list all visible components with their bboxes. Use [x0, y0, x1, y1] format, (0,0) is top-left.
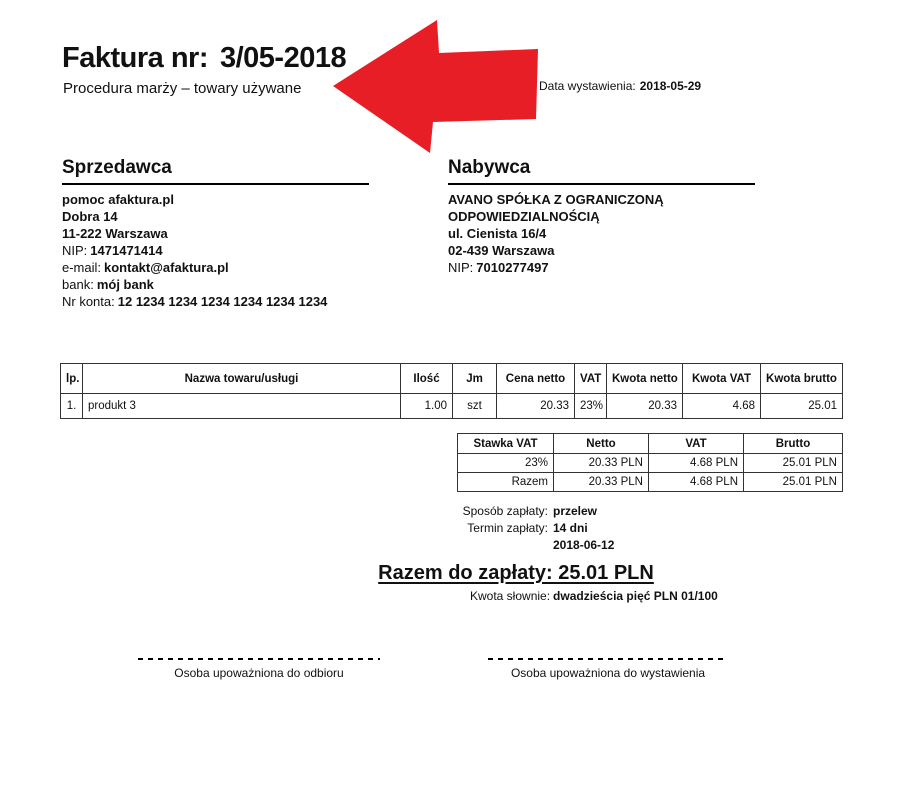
item-qty: 1.00 — [401, 394, 453, 419]
vat-header-gross: Brutto — [744, 434, 843, 454]
seller-heading: Sprzedawca — [62, 157, 369, 185]
total-due: Razem do zapłaty: 25.01 PLN — [378, 562, 654, 584]
buyer-heading: Nabywca — [448, 157, 755, 185]
item-vat-rate: 23% — [575, 394, 607, 419]
item-net-price: 20.33 — [497, 394, 575, 419]
item-name: produkt 3 — [83, 394, 401, 419]
vat-header-rate: Stawka VAT — [458, 434, 554, 454]
vat-total-gross: 25.01 PLN — [744, 473, 843, 492]
payment-method: Sposób zapłaty: przelew — [462, 504, 598, 518]
items-header-net-amount: Kwota netto — [607, 364, 683, 394]
items-header-vat-amount: Kwota VAT — [683, 364, 761, 394]
buyer-nip: NIP: 7010277497 — [448, 260, 549, 275]
seller-nip: NIP: 1471471414 — [62, 243, 163, 258]
vat-total-net: 20.33 PLN — [554, 473, 649, 492]
vat-header-net: Netto — [554, 434, 649, 454]
seller-email: e-mail: kontakt@afaktura.pl — [62, 260, 229, 275]
signature-line — [138, 658, 380, 660]
items-header-row — [61, 364, 843, 394]
items-header-vat: VAT — [575, 364, 607, 394]
seller-city: 11-222 Warszawa — [62, 226, 168, 241]
issue-date-value: 2018-05-29 — [639, 79, 702, 93]
invoice-subtitle: Procedura marży – towary używane — [63, 80, 302, 97]
invoice-number: 3/05-2018 — [219, 42, 347, 74]
items-header-lp: lp. — [61, 364, 83, 394]
signature-issuer — [488, 658, 728, 680]
seller-name: pomoc afaktura.pl — [62, 192, 174, 207]
vat-total-row — [458, 473, 843, 492]
issue-date-label: Data wystawienia: — [539, 79, 636, 93]
buyer-street: ul. Cienista 16/4 — [448, 226, 547, 241]
red-arrow-annotation — [333, 20, 539, 154]
payment-due-date: 2018-06-12 — [553, 538, 615, 552]
buyer-name: AVANO SPÓŁKA Z OGRANICZONĄ ODPOWIEDZIALNOŚCIĄ — [448, 192, 664, 224]
item-vat-amount: 4.68 — [683, 394, 761, 419]
item-unit: szt — [453, 394, 497, 419]
buyer-section — [448, 157, 755, 276]
vat-rate-gross: 25.01 PLN — [744, 454, 843, 473]
signature-issuer-label: Osoba upoważniona do wystawienia — [510, 666, 706, 680]
item-net-amount: 20.33 — [607, 394, 683, 419]
items-header-net-price: Cena netto — [497, 364, 575, 394]
item-lp: 1. — [61, 394, 83, 419]
seller-bank: bank: mój bank — [62, 277, 154, 292]
seller-street: Dobra 14 — [62, 209, 118, 224]
vat-rate-vat: 4.68 PLN — [649, 454, 744, 473]
amount-in-words: Kwota słownie: dwadzieścia pięć PLN 01/100 — [470, 589, 718, 603]
items-header-qty: Ilość — [401, 364, 453, 394]
vat-total-vat: 4.68 PLN — [649, 473, 744, 492]
left-arrow-icon — [333, 20, 539, 154]
signature-receiver — [138, 658, 380, 680]
invoice-title — [62, 42, 346, 75]
signature-receiver-label: Osoba upoważniona do odbioru — [174, 666, 344, 680]
signature-line — [488, 658, 728, 660]
seller-section — [62, 157, 369, 310]
seller-account-number: Nr konta: 12 1234 1234 1234 1234 1234 1234 — [62, 294, 328, 309]
vat-summary-table — [457, 433, 843, 492]
vat-rate: 23% — [458, 454, 554, 473]
invoice-title-label: Faktura nr: — [62, 42, 208, 74]
items-header-unit: Jm — [453, 364, 497, 394]
vat-rate-net: 20.33 PLN — [554, 454, 649, 473]
vat-rate-row — [458, 454, 843, 473]
item-gross-amount: 25.01 — [761, 394, 843, 419]
issue-date — [539, 79, 701, 93]
items-header-name: Nazwa towaru/usługi — [83, 364, 401, 394]
vat-total-label: Razem — [458, 473, 554, 492]
payment-info — [430, 503, 614, 554]
payment-term: Termin zapłaty: 14 dni — [467, 521, 588, 535]
items-header-gross-amount: Kwota brutto — [761, 364, 843, 394]
items-row — [61, 394, 843, 419]
buyer-city: 02-439 Warszawa — [448, 243, 555, 258]
vat-header-vat: VAT — [649, 434, 744, 454]
items-table — [60, 363, 843, 419]
vat-header-row — [458, 434, 843, 454]
